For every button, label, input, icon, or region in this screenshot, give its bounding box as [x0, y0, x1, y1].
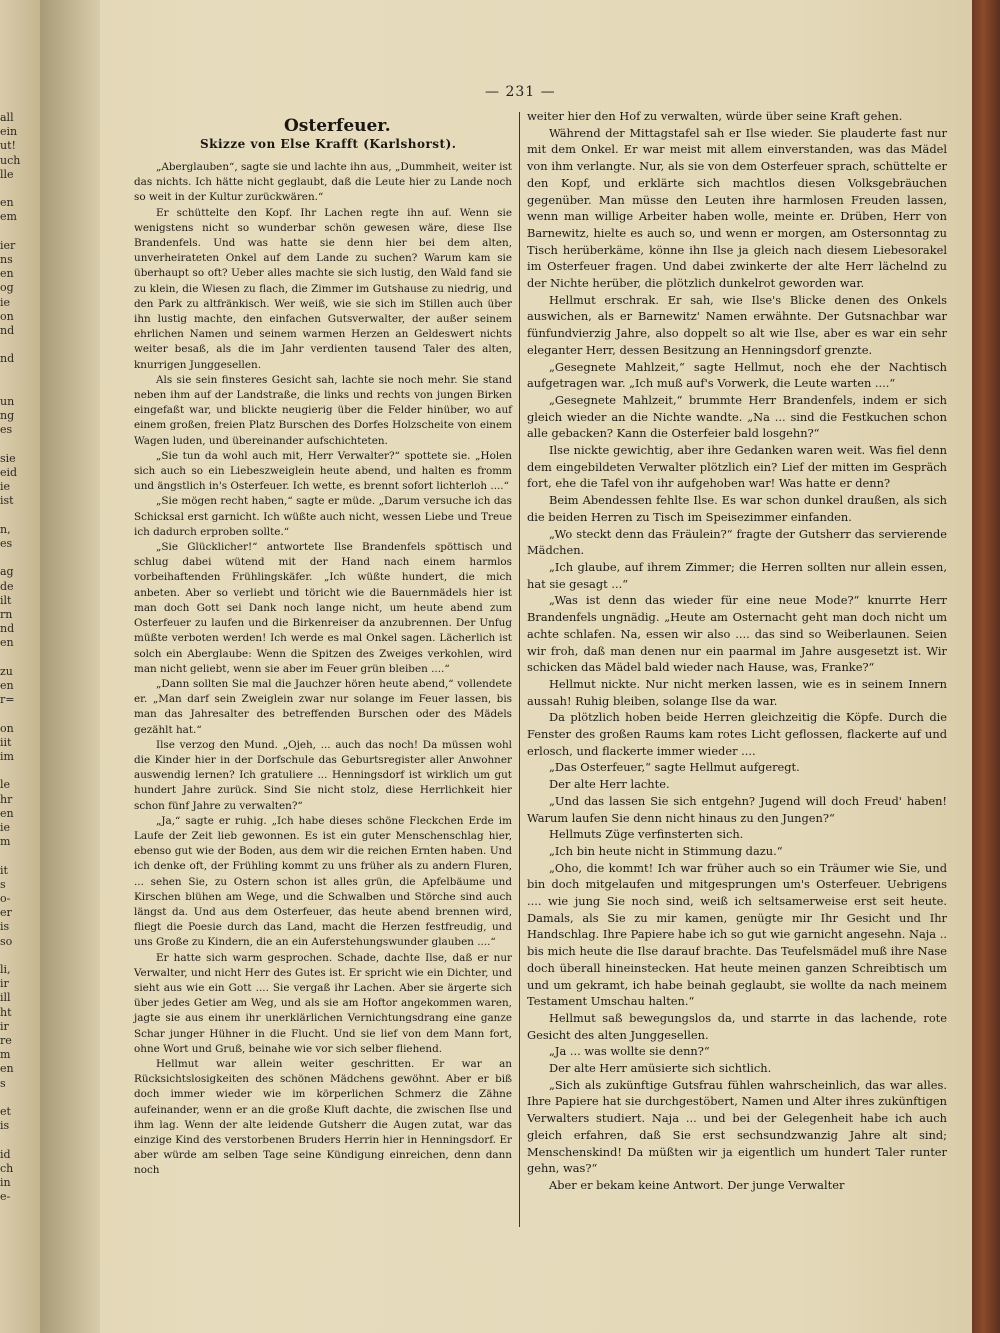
paragraph: Beim Abendessen fehlte Ilse. Es war schon dunkel draußen, als sich die beiden Herren zu Tisch im Speisezimmer einfanden.	[527, 493, 947, 524]
previous-page-fragment: uch	[0, 153, 21, 167]
previous-page-fragment: m	[0, 1048, 11, 1062]
column-rule	[519, 112, 520, 1227]
previous-page-fragment: in	[0, 1176, 11, 1189]
previous-page-fragment: zu	[0, 664, 13, 678]
paragraph: Er schüttelte den Kopf. Ihr Lachen regte ihn auf. Wenn sie wenigstens nicht so wunderbar schön gewesen wäre, diese Ilse Brandenfels. Und was hatte sie denn hier bei dem alten, unverheirateten Onkel auf dem Lande zu suchen? Warum kam sie überhaupt so oft? Ueber alles machte sie sich lustig, den Wald fand sie zu klein, die Wiesen zu flach, die Zimmer im Gutshause zu niedrig, und den Park zu altfränkisch. Wer weiß, wie sie sich im Stillen auch über ihn lustig machte, den einfachen Gutsverwalter, der außer seinem ehrlichen Namen und seinem warmen Herzen an Geldeswert nichts weiter besaß, als die im Jahr verdienten tausend Taler des alten, knurrigen Junggesellen.	[134, 206, 512, 371]
previous-page-fragment: ein	[0, 125, 18, 139]
previous-page-fragment: og	[0, 281, 14, 295]
previous-page-fragment: re	[0, 1034, 12, 1047]
page-number: — 231 —	[485, 84, 556, 100]
previous-page-fragment: is	[0, 920, 10, 934]
paragraph: „Ja,“ sagte er ruhig. „Ich habe dieses schöne Fleckchen Erde im Laufe der Zeit lieb gewonnen. Es ist ein guter Menschenschlag hier, ebenso gut wie der Boden, aus dem wir die reichen Ernten haben. Und ich denke oft, der Frühling kommt zu uns früher als zu andern Fluren, ... sehen Sie, zu Ostern schon ist alles grün, die Apfelbäume und Kirschen blühen am Wege, und die Schwalben und Störche sind auch längst da. Und aus dem Osterfeuer, das heute abend brennen wird, fliegt die Poesie durch das Land, macht die Herzen festfreudig, und uns Große zu Kindern, die an ein Auferstehungswunder glauben ....“	[134, 814, 512, 949]
previous-page-fragment: id	[0, 1147, 11, 1161]
paragraph: „Sich als zukünftige Gutsfrau fühlen wahrscheinlich, das war alles. Ihre Papiere hat sie durchgestöbert, Namen und Alter ihres zukünftigen Verwalters studiert. Naja ... und bei der Gelegenheit habe ich auch gleich erfahren, daß Sie erst sechsundzwanzig Jahre alt sind; Menschenskind! Da müßten wir ja eigentlich um hundert Taler runter gehn, was?“	[527, 1077, 947, 1176]
paragraph: Da plötzlich hoben beide Herren gleichzeitig die Köpfe. Durch die Fenster des großen Raums kam rotes Licht geflossen, flackerte auf und erlosch, und flackerte immer wieder ....	[527, 710, 947, 758]
paragraph: Er hatte sich warm gesprochen. Schade, dachte Ilse, daß er nur Verwalter, und nicht Herr des Gutes ist. Er spricht wie ein Dichter, und sieht aus wie ein Gott .... Sie vergaß ihr Lachen. Aber sie ärgerte sich über jedes Getier am Weg, und als sie am Hoftor angekommen waren, jagte sie aus einem ihr unerklärlichen Vernichtungsdrang eine ganze Schar junger Hühner in die Flucht. Und sie lief von dem Mann fort, ohne Wort und Gruß, beinahe wie vor sich selber fliehend.	[134, 951, 512, 1055]
paragraph: Aber er bekam keine Antwort. Der junge Verwalter	[549, 1178, 845, 1192]
previous-page-fragment: ier	[0, 238, 16, 252]
paragraph: Hellmut nickte. Nur nicht merken lassen, wie es in seinem Innern aussah! Ruhig bleiben, solange Ilse da war.	[527, 676, 947, 708]
previous-page-fragment: en	[0, 196, 14, 210]
previous-page-fragment: de	[0, 579, 14, 593]
book-cover-edge	[972, 0, 1000, 1333]
previous-page-fragment: nd	[0, 324, 15, 337]
paragraph: Hellmut saß bewegungslos da, und starrte in das lachende, rote Gesicht des alten Junggesellen.	[527, 1010, 947, 1042]
previous-page-fragment: es	[0, 537, 13, 550]
previous-page-fragment: ir	[0, 977, 9, 991]
paragraph: „Ich glaube, auf ihrem Zimmer; die Herren sollten nur allein essen, hat sie gesagt ...“	[527, 559, 947, 591]
paragraph: Der alte Herr lachte.	[549, 777, 670, 792]
article-byline: Skizze von Else Krafft (Karlshorst).	[200, 137, 457, 151]
previous-page-fragment: ht	[0, 1005, 12, 1019]
previous-page-fragment: all	[0, 111, 14, 124]
previous-page-fragment: et	[0, 1105, 11, 1118]
previous-page-fragment: im	[0, 750, 14, 763]
paragraph: Ilse nickte gewichtig, aber ihre Gedanken waren weit. Was fiel denn dem eingebildeten Verwalter plötzlich ein? Lief der mitten im Gespräch fort, ehe die Tafel von ihr aufgehoben war! Was hatte er denn?	[527, 443, 947, 491]
previous-page-fragment: o-	[0, 892, 11, 905]
previous-page-fragment: it	[0, 863, 8, 877]
previous-page-fragment: e-	[0, 1190, 11, 1204]
previous-page-fragment: em	[0, 210, 17, 224]
book-gutter	[40, 0, 100, 1333]
paragraph: „Dann sollten Sie mal die Jauchzer hören heute abend,“ vollendete er. „Man darf sein Zweiglein zwar nur solange im Feuer lassen, bis man das Jahresalter des betreffenden Burschen oder des Mädels gezählt hat.“	[134, 677, 512, 736]
previous-page-fragment: un	[0, 395, 15, 408]
previous-page-fragment: ag	[0, 565, 14, 579]
previous-page-fragment: en	[0, 1062, 14, 1076]
previous-page-fragment: ch	[0, 1161, 14, 1175]
previous-page-fragment: lle	[0, 167, 14, 181]
previous-page-fragment: en	[0, 636, 14, 650]
previous-page-fragment: ill	[0, 991, 11, 1005]
paragraph: weiter hier den Hof zu verwalten, würde über seine Kraft gehen.	[527, 109, 903, 123]
previous-page-fragment: on	[0, 721, 14, 735]
paragraph: „Und das lassen Sie sich entgehn? Jugend will doch Freud' haben! Warum laufen Sie denn nicht hinaus zu den Jungen?“	[527, 793, 947, 825]
previous-page-fragment: n,	[0, 522, 11, 536]
paragraph: Hellmut war allein weiter geschritten. Er war an Rücksichtslosigkeiten des schönen Mädchens gewöhnt. Aber er biß doch immer wieder wie im körperlichen Schmerz die Zähne aufeinander, wenn er an die große Kluft dachte, die zwischen Ilse und ihm lag. Wenn der alte leidende Gutsherr die Augen zutat, war das einzige Kind des verstorbenen Bruders Herrin hier in Henningsdorf. Er aber würde am selben Tage seine Kündigung einreichen, denn dann noch	[134, 1057, 512, 1177]
previous-page-fragment: iit	[0, 735, 12, 749]
previous-page-fragment: r=	[0, 693, 15, 707]
previous-page-fragment: ir	[0, 1019, 9, 1033]
right-column	[527, 108, 947, 1194]
previous-page-edge	[0, 0, 41, 1333]
previous-page-fragment: is	[0, 1119, 10, 1133]
previous-page-fragment: li,	[0, 963, 11, 976]
previous-page-fragment: en	[0, 806, 14, 820]
paragraph: Hellmut erschrak. Er sah, wie Ilse's Blicke denen des Onkels auswichen, als er Barnewitz' Namen erwähnte. Der Gutsnachbar war fünfundvierzig Jahre, also doppelt so alt wie Ilse, aber es war ein sehr eleganter Herr, dessen Besitzung an Henningsdorf grenzte.	[527, 292, 947, 357]
previous-page-fragment: ut!	[0, 139, 16, 153]
paragraph: „Sie tun da wohl auch mit, Herr Verwalter?“ spottete sie. „Holen sich auch so ein Liebeszweiglein heute abend, und halten es fromm und ängstlich in's Osterfeuer. Ich wette, es brennt sofort lichterloh ....“	[134, 449, 512, 493]
previous-page-fragment: on	[0, 309, 14, 323]
previous-page-fragment: eid	[0, 466, 18, 479]
previous-page-fragment: ng	[0, 409, 15, 423]
paragraph: „Gesegnete Mahlzeit,“ brummte Herr Brandenfels, indem er sich gleich wieder an die Nichte wandte. „Na ... sind die Festkuchen schon alle gebacken? Kann die Osterfeier bald losgehn?“	[527, 392, 947, 441]
paragraph: „Sie mögen recht haben,“ sagte er müde. „Darum versuche ich das Schicksal erst garnicht. Ich wüßte auch nicht, wessen Liebe und Treue ich dadurch erproben sollte.“	[134, 495, 512, 538]
article-title: Osterfeuer.	[284, 116, 391, 136]
previous-page-fragment: s	[0, 877, 6, 891]
previous-page-fragment: rn	[0, 608, 13, 621]
previous-page-fragment: ie	[0, 821, 11, 834]
previous-page-fragment: ilt	[0, 593, 12, 607]
previous-page-fragment: m	[0, 835, 11, 849]
paragraph: Hellmuts Züge verfinsterten sich.	[549, 827, 744, 842]
previous-page-fragment: nd	[0, 352, 15, 366]
previous-page-fragment: en	[0, 679, 14, 692]
paragraph: Der alte Herr amüsierte sich sichtlich.	[549, 1061, 772, 1076]
previous-page-fragment: nd	[0, 622, 15, 636]
previous-page-fragment: sie	[0, 451, 16, 465]
paragraph: „Oho, die kommt! Ich war früher auch so ein Träumer wie Sie, und bin doch mitgelaufen und mitgesprungen um's Osterfeuer. Uebrigens .... wie jung Sie noch sind, weiß ich seltsamerweise erst seit heute. Damals, als Sie zu mir kamen, genügte mir Ihr Gesicht und Ihr Handschlag. Ihre Papiere habe ich so gut wie garnicht angesehn. Naja .. bis mich heute die Ilse darauf brachte. Das Teufelsmädel muß ihre Nase doch überall hineinstecken. Hat heute meinen ganzen Schreibtisch um und um gekramt, ich habe beinah geglaubt, sie wollte da nach meinem Testament Umschau halten.“	[527, 860, 947, 1009]
paragraph: „Wo steckt denn das Fräulein?“ fragte der Gutsherr das servierende Mädchen.	[527, 526, 947, 558]
paragraph: „Ich bin heute nicht in Stimmung dazu.“	[549, 843, 783, 858]
left-column	[134, 160, 512, 1179]
previous-page-fragment: le	[0, 778, 11, 792]
previous-page-fragment: es	[0, 423, 13, 437]
previous-page-fragment: so	[0, 934, 13, 948]
paragraph: „Was ist denn das wieder für eine neue Mode?“ knurrte Herr Brandenfels ungnädig. „Heute am Osternacht geht man doch nicht um achte schlafen. Na, essen wir also .... das sind so Weiberlaunen. Seien wir froh, daß man denen nur ein paarmal im Jahre ausgesetzt ist. Wir schicken das Mädel bald wieder nach Hause, was, Franke?“	[527, 593, 947, 675]
paragraph: „Das Osterfeuer,“ sagte Hellmut aufgeregt.	[549, 760, 800, 775]
previous-page-fragment: ie	[0, 480, 11, 494]
paragraph: Während der Mittagstafel sah er Ilse wieder. Sie plauderte fast nur mit dem Onkel. Er war meist mit allem einverstanden, was das Mädel von ihm verlangte. Nur, als sie von dem Osterfeuer sprach, schüttelte er den Kopf, und erklärte sich machtlos diesen Volksgebräuchen gegenüber. Man müsse den Leuten ihre harmlosen Freuden lassen, wenn man willige Arbeiter haben wolle, meinte er. Drüben, Herr von Barnewitz, hielte es auch so, und wenn er morgen, am Ostersonntag zu Tisch herüberkäme, könne ihn Ilse ja gleich nach diesem Liebesorakel im Osterfeuer fragen. Und dabei zwinkerte der alte Herr lächelnd zu der Nichte herüber, die plötzlich dunkelrot geworden war.	[527, 125, 947, 291]
paragraph: „Gesegnete Mahlzeit,“ sagte Hellmut, noch ehe der Nachtisch aufgetragen war. „Ich muß auf's Vorwerk, die Leute warten ....“	[527, 359, 947, 391]
paragraph: „Sie Glücklicher!“ antwortete Ilse Brandenfels spöttisch und schlug dabei wütend mit der Hand nach einem harmlos vorbeihaftenden Frühlingskäfer. „Ich wüßte hundert, die mich anbeten. Aber so verliebt und töricht wie die Bauernmädels hier ist man doch Gott sei Dank noch lange nicht, um heute abend zum Osterfeuer zu laufen und die Birkenreiser da anzubrennen. Der Unfug müßte verboten werden! Ich werde es mal Onkel sagen. Lächerlich ist solch ein Aberglaube: Wenn die Spitzen des Zweiges verkohlen, wird man nicht geliebt, wenn sie aber im Feuer grün bleiben ....“	[134, 541, 512, 675]
previous-page-fragment: er	[0, 906, 12, 920]
previous-page-fragment: en	[0, 267, 14, 281]
previous-page-fragment: s	[0, 1076, 6, 1090]
previous-page-fragment: ie	[0, 295, 11, 309]
paragraph: „Aberglauben“, sagte sie und lachte ihn aus, „Dummheit, weiter ist das nichts. Ich hätte nicht geglaubt, daß die Leute hier zu Lande noch so weit in der Kultur zurückwären.“	[134, 161, 512, 204]
previous-page-fragment: ist	[0, 494, 14, 508]
previous-page-fragment: hr	[0, 792, 13, 806]
paragraph: „Ja ... was wollte sie denn?“	[549, 1044, 710, 1059]
paragraph: Als sie sein finsteres Gesicht sah, lachte sie noch mehr. Sie stand neben ihm auf der Landstraße, die links und rechts von jungen Birken eingefaßt war, und blickte neugierig über die Felder hinüber, wo auf einem großen, freien Platz Burschen des Dorfes Holzscheite von einem Wagen luden, und übereinander aufschichteten.	[134, 373, 512, 447]
paragraph: Ilse verzog den Mund. „Ojeh, ... auch das noch! Da müssen wohl die Kinder hier in der Dorfschule das Geburtsregister aller Anwohner auswendig lernen? Ich gratuliere ... Henningsdorf ist wirklich um gut hundert Jahre zurück. Sind Sie nicht stolz, diese Herrlichkeit hier schon fünf Jahre zu verwalten?“	[134, 738, 512, 812]
previous-page-fragment: ns	[0, 253, 13, 266]
